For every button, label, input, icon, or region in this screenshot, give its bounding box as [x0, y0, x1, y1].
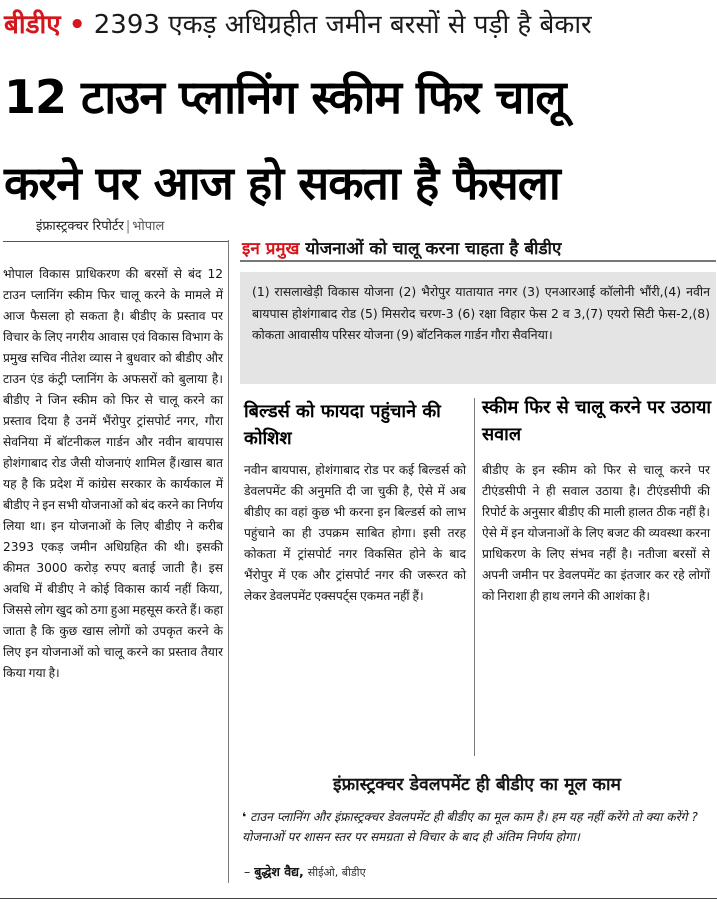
headline-line-1: 12 टाउन प्लानिंग स्कीम फिर चालू: [4, 70, 566, 124]
quote-attribution: [244, 862, 704, 882]
builders-story-heading: बिल्डर्स को फायदा पहुंचाने की कोशिश: [244, 401, 441, 449]
attribution-dash: –: [244, 864, 251, 879]
sub-column-divider: [474, 398, 475, 756]
byline-reporter: इंफ्रास्ट्रक्चर रिपोर्टर: [36, 219, 124, 234]
quote-text: टाउन प्लानिंग और इंफ्रास्ट्रक्चर डेवलपमेंट ही बीडीए का मूल काम है। हम यह नहीं करेंगे तो क्या करेंगे ? योजनाओं पर शासन स्तर पर समग्रता से विचार के बाद ही अंतिम निर्णय होगा।: [242, 810, 698, 844]
kicker-tag: बीडीए: [4, 10, 61, 40]
byline-city: भोपाल: [132, 219, 165, 234]
quote-text-block: [242, 808, 716, 868]
bottom-rule: [0, 898, 717, 899]
kicker-line: [4, 6, 714, 44]
schemes-heading-rule: [240, 260, 716, 262]
schemes-list-text: (1) रासलाखेड़ी विकास योजना (2) भैरोपुर यातायात नगर (3) एनआरआई कॉलोनी भौंरी,(4) नवीन बायपास होशंगाबाद रोड (5) मिसरोद चरण-3 (6) रक्षा विहार फेस 2 व 3,(7) एयरो सिटी फेस-2,(8) कोकता आवासीय परिसर योजना (9) बॉटनिकल गार्डन गौरा सैवनिया।: [252, 284, 710, 342]
builders-story-text: नवीन बायपास, होशंगाबाद रोड पर कई बिल्डर्स को डेवलपमेंट की अनुमति दी जा चुकी है, ऐसे में अब बीडीए का वहां कुछ भी करना इन बिल्डर्स को लाभ पहुंचाने का ही उपक्रम साबित होगा। इसी तरह कोकता में ट्रांसपोर्ट नगर विकसित होने के बाद भैंरोपुर में एक और ट्रांसपोर्ट नगर की जरूरत को लेकर डेवलपमेंट एक्सपर्ट्स एकमत नहीं हैं।: [244, 463, 466, 603]
byline: [36, 216, 164, 238]
main-story-text: भोपाल विकास प्राधिकरण की बरसों से बंद 12 टाउन प्लानिंग स्कीम फिर चालू करने के मामले में आज फैसला हो सकता है। बीडीए के प्रस्ताव पर विचार के लिए नगरीय आवास एवं विकास विभाग के प्रमुख सचिव नीतेश व्यास ने बुधवार को बीडीए और टाउन एंड कंट्री प्लानिंग के अफसरों को बुलाया है। बीडीए ने जिन स्कीम को फिर से चालू करने का प्रस्ताव दिया है उनमें भैंरोपुर ट्रांसपोर्ट नगर, गौरा सेवनिया में बॉटनीकल गार्डन और नवीन बायपास होशंगाबाद रोड जैसी योजनाएं शामिल हैं।खास बात यह है कि प्रदेश में कांग्रेस सरकार के कार्यकाल में बीडीए ने इन सभी योजनाओं को बंद करने का निर्णय लिया था। इन योजनाओं के लिए बीडीए ने करीब 2393 एकड़ जमीन अधिग्रहित की थी। इसकी कीमत 3000 करोड़ रुपए बताई जाती है। इस अवधि में बीडीए ने कोई विकास कार्य नहीं किया, जिससे लोग खुद को ठगा हुआ महसूस करते हैं। कहा जाता है कि कुछ खास लोगों को उपकृत करने के लिए इन योजनाओं को चालू करने का प्रस्ताव तैयार किया गया है।: [3, 267, 223, 680]
quote-speaker-role: सीईओ, बीडीए: [307, 866, 366, 879]
kicker-text: 2393 एकड़ अधिग्रहीत जमीन बरसों से पड़ी है बेकार: [93, 10, 592, 40]
schemes-heading-rest: योजनाओं को चालू करना चाहता है बीडीए: [305, 239, 562, 259]
kicker-bullet: •: [68, 10, 86, 40]
byline-separator: |: [125, 219, 131, 234]
byline-rule: [3, 241, 228, 242]
question-story-heading: स्कीम फिर से चालू करने पर उठाया सवाल: [482, 397, 712, 445]
quote-speaker: बुद्धेश वैद्य,: [254, 864, 304, 879]
quote-mark-icon: ❛: [242, 810, 247, 824]
schemes-box-heading: [242, 236, 714, 262]
quote-box-heading: इंफ्रास्ट्रक्चर डेवलपमेंट ही बीडीए का मूल काम: [333, 775, 621, 795]
question-story-text: बीडीए के इन स्कीम को फिर से चालू करने पर टीएंडसीपी ने ही सवाल उठाया है। टीएंडसीपी की रिपोर्ट के अनुसार बीडीए की माली हालत ठीक नहीं है। ऐसे में इन योजनाओं के लिए बजट की व्यवस्था करना प्राधिकरण के लिए संभव नहीं है। नतीजा बरसों से अपनी जमीन पर डेवलपमेंट का इंतजार कर रहे लोगों को निराशा ही हाथ लगने की आशंका है।: [482, 463, 710, 603]
headline-line-2: करने पर आज हो सकता है फैसला: [4, 156, 560, 210]
column-divider: [228, 240, 229, 883]
schemes-heading-highlight: इन प्रमुख: [242, 239, 300, 259]
